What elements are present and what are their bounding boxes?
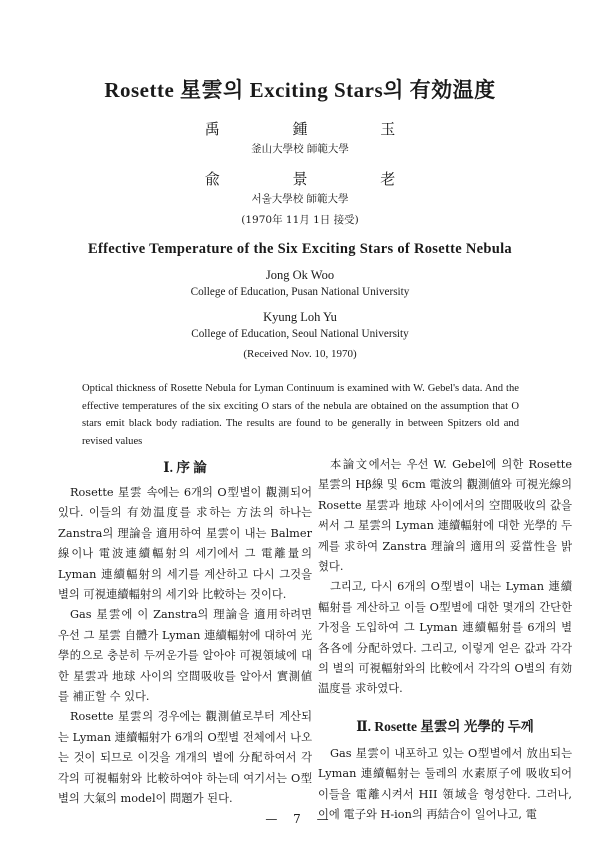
author-name: 兪 景 老 (204, 170, 430, 188)
korean-author-2 (0, 168, 600, 206)
author-name: Jong Ok Woo (265, 268, 335, 282)
author-affiliation: College of Education, Seoul National University (191, 328, 409, 340)
english-author-2 (0, 310, 600, 340)
body-paragraph: Rosette 星雲의 경우에는 觀測値로부터 계산되는 Lyman 連續輻射가 6개의 O型별 전체에서 나오는 것이 되므로 이것을 개개의 별에 分配하여서 각각의 可視輻射와 比較하여야 하는데 여기서는 O型별의 大氣의 model이 問題가 된다. (58, 710, 312, 806)
author-name: 禹 鍾 玉 (204, 120, 430, 138)
right-column (318, 455, 572, 826)
body-paragraph: 本論文에서는 우선 W. Gebel에 의한 Rosette 星雲의 Hβ線 및 6cm 電波의 觀測値와 可視光線의 Rosette 星雲과 地球 사이에서의 空間吸收의 값을 써서 그 星雲의 Lyman 連續輻射에 대한 光學的 두께를 求하여 Zanstra 理論의 適用의 妥當性을 밝혔다. (318, 458, 572, 574)
korean-author-1 (0, 118, 600, 156)
received-date-korean: (1970年 11月 1日 接受) (241, 214, 359, 226)
left-column (58, 455, 312, 810)
korean-title: Rosette 星雲의 Exciting Stars의 有効温度 (104, 78, 496, 102)
body-paragraph: Gas 星雲에 이 Zanstra의 理論을 適用하려면 우선 그 星雲 自體가 Lyman 連續輻射에 대하여 光學的으로 충분히 두꺼운가를 알아야 可視領域에 대한 星雲과 地球 사이의 空間吸收를 알아서 實測値를 補正할 수 있다. (58, 608, 312, 704)
section-heading: Ⅱ. Rosette 星雲의 光學的 두께 (356, 718, 534, 734)
body-paragraph: Rosette 星雲 속에는 6개의 O型별이 觀測되어 있다. 이들의 有効温度를 求하는 方法의 하나는 Zanstra의 理論을 適用하여 星雲이 내는 Balmer 線이나 電波連續輻射의 세기에서 그 電離量의 Lyman 連續輻射의 세기를 계산하고 다시 그것을 별의 可視連續輻射의 세기와 比較하는 것이다. (58, 486, 312, 602)
page-number: — 7 — (265, 812, 335, 826)
english-title: Effective Temperature of the Six Exciting Stars of Rosette Nebula (88, 241, 512, 257)
received-date-english: (Received Nov. 10, 1970) (243, 348, 357, 360)
author-affiliation: 서울大學校 師範大學 (251, 193, 349, 205)
abstract: Optical thickness of Rosette Nebula for Lyman Continuum is examined with W. Gebel's data. And the effective temperatures of the six exciting O stars of the nebula are obtained on the assumption that O stars emit black body radiation. The results are found to be generally in between Spitzers old and revised values (82, 383, 519, 447)
body-paragraph: Gas 星雲이 내포하고 있는 O型별에서 放出되는 Lyman 連續輻射는 둘레의 水素原子에 吸收되어 이들을 電離시켜서 HII 領域을 형성한다. 그러나, 이에 電子와 H-ion의 再結合이 일어나고, 電 (318, 746, 572, 822)
author-name: Kyung Loh Yu (263, 310, 337, 324)
section-heading: Ⅰ. 序 論 (163, 460, 207, 475)
author-affiliation: College of Education, Pusan National University (190, 286, 410, 298)
body-paragraph: 그리고, 다시 6개의 O型별이 내는 Lyman 連續輻射를 계산하고 이들 O型별에 대한 몇개의 간단한 가정을 도입하여 그 Lyman 連續輻射를 6개의 별 各各에 分配하였다. 그리고, 이렇게 얻은 값과 각각의 별의 可視輻射와의 比較에서 각각의 O별의 有効温度를 求하였다. (318, 580, 572, 696)
english-author-1 (0, 268, 600, 298)
author-affiliation: 釜山大學校 師範大學 (251, 143, 349, 155)
